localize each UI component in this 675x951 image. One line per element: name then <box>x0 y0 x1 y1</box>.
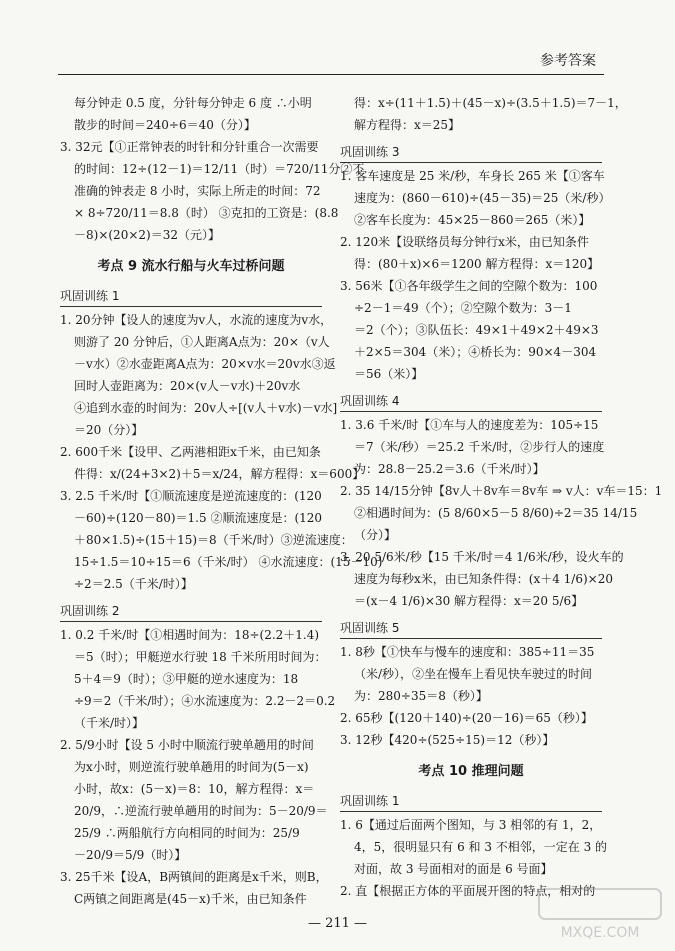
text-line: 20/9，∴逆流行驶单趟用的时间为：5－20/9＝ <box>74 804 328 818</box>
text-line: 3. 12秒【420÷(525÷15)＝12（秒）】 <box>340 733 555 747</box>
text-line: ÷2－1＝49（个）；②空隙个数为：3－1 <box>354 301 572 315</box>
watermark-logo <box>535 885 665 943</box>
text-line: ＝7（米/秒）＝25.2 千米/时，②步行人的速度 <box>354 440 605 454</box>
answer-intro <box>60 92 322 136</box>
header-label: 参考答案 <box>540 53 596 69</box>
answer-item <box>340 814 608 880</box>
answer-continuation <box>340 92 627 136</box>
section-heading: 考点 10 推理问题 <box>418 764 524 779</box>
text-line: 3. 20 5/6米/秒【15 千米/时＝4 1/6米/秒，设火车的 <box>340 550 624 564</box>
subsection-heading: 巩固训练 1 <box>60 286 322 307</box>
text-line: ②客车长度为：45×25－860＝265（米）】 <box>354 213 591 227</box>
text-line: ④追到水壶的时间为：20v人÷[(v人＋v水)－v水] <box>74 401 338 415</box>
text-line: 2. 5/9小时【设 5 小时中顺流行驶单趟用的时间 <box>60 738 314 752</box>
text-line: 为：28.8－25.2＝3.6（千米/时）】 <box>354 462 545 476</box>
answer-item <box>60 734 328 866</box>
text-line: ＝(x－4 1/6)×30 解方程得：x＝20 5/6】 <box>354 594 584 608</box>
text-line: 2. 120米【设联络员每分钟行x米，由已知条件 <box>340 235 589 249</box>
text-line: 2. 35 14/15分钟【8v人＋8v车＝8v车 ⇒ v人：v车＝15：1 <box>340 484 663 498</box>
subsection-heading: 巩固训练 5 <box>340 618 602 639</box>
answer-item <box>340 546 624 612</box>
text-line: （分）】 <box>354 528 397 542</box>
subsection-heading: 巩固训练 4 <box>340 391 602 412</box>
answer-item <box>340 707 602 729</box>
text-line: 每分钟走 0.5 度，分针每分钟走 6 度 ∴小明 <box>74 96 312 110</box>
text-line: 5＋4＝9（时）；③甲艇的逆水速度为：18 <box>74 672 299 686</box>
right-column <box>340 92 663 902</box>
text-line: 1. 20分钟【设人的速度为v人，水流的速度为v水， <box>60 313 333 327</box>
text-line: 1. 8秒【①快车与慢车的速度和：385÷11＝35 <box>340 645 595 659</box>
text-line: 2. 65秒【(120＋140)÷(20－16)＝65（秒）】 <box>340 711 593 725</box>
text-line: 3. 25千米【设A，B两镇间的距离是x千米，则B， <box>60 870 328 884</box>
text-line: ÷9＝2（千米/时）；④水流速度为：2.2－2＝0.2 <box>74 694 336 708</box>
text-line: 的时间：12÷(12－1)＝12/11（时）＝720/11分②不 <box>74 162 365 176</box>
subsection-heading: 巩固训练 2 <box>60 601 322 622</box>
text-line: 3. 56米【①各年级学生之间的空隙个数为：100 <box>340 279 598 293</box>
answer-item <box>340 165 611 231</box>
answer-item <box>60 624 336 734</box>
text-line: －8)×(20×2)＝32（元）】 <box>74 228 220 242</box>
answer-item <box>340 729 602 751</box>
text-line: × 8÷720/11＝8.8（时） ③克扣的工资是：(8.8 <box>74 206 339 220</box>
answer-item-3 <box>60 136 365 246</box>
text-line: 散步的时间＝240÷6＝40（分）】 <box>74 118 256 132</box>
text-line: 小时，故x：(5－x)＝8：10，解方程得：x＝ <box>74 782 315 796</box>
text-line: 速度为：(860－610)÷(45－35)＝25（米/秒） <box>354 191 611 205</box>
answer-item <box>60 866 328 910</box>
text-line: 15÷1.5＝10÷15＝6（千米/时） ④水流速度：(15－10) <box>74 555 383 569</box>
text-line: 1. 3.6 千米/时【①车与人的速度差为：105÷15 <box>340 418 599 432</box>
answer-item <box>60 485 383 595</box>
text-line: 为：280÷35＝8（秒）】 <box>354 689 488 703</box>
text-line: 3. 2.5 千米/时【①顺流速度是逆流速度的：(120 <box>60 489 322 503</box>
text-line: ＝20（分）】 <box>74 423 144 437</box>
text-line: ＝2（个）；③队伍长：49×1＋49×2＋49×3 <box>354 323 599 337</box>
page-number: — 211 — <box>307 916 368 931</box>
subsection-heading: 巩固训练 3 <box>340 142 602 163</box>
answer-item <box>60 309 338 441</box>
text-line: －v水）②水壶距离A点为：20×v水＝20v水③返 <box>74 357 336 371</box>
subsection-heading: 巩固训练 1 <box>340 791 602 812</box>
text-line: 解方程得：x＝25】 <box>354 118 461 132</box>
text-line: －60)÷(120－80)＝1.5 ②顺流速度是：(120 <box>74 511 323 525</box>
text-line: （千米/时）】 <box>74 716 145 730</box>
header-rule <box>58 74 604 75</box>
text-line: 件得：x/(24+3×2)＋5＝x/24，解方程得：x＝600】 <box>74 467 365 481</box>
text-line: 1. 6【通过后面两个图知，与 3 相邻的有 1，2， <box>340 818 602 832</box>
text-line: 2. 600千米【设甲、乙两港相距x千米，由已知条 <box>60 445 321 459</box>
text-line: ＝56（米）】 <box>354 367 424 381</box>
answer-item <box>60 441 365 485</box>
text-line: 为x小时，则逆流行驶单趟用的时间为(5－x) <box>74 760 309 774</box>
text-line: 1. 客车速度是 25 米/秒，车身长 265 米【①客车 <box>340 169 605 183</box>
section-heading: 考点 9 流水行船与火车过桥问题 <box>97 259 285 274</box>
text-line: 准确的钟表走 8 小时，实际上所走的时间：72 <box>74 184 321 198</box>
text-line: －20/9＝5/9（时）】 <box>74 848 187 862</box>
answer-item <box>340 231 602 275</box>
text-line: 对面，故 3 号面相对的面是 6 号面】 <box>354 862 553 876</box>
text-line: ÷2＝2.5（千米/时）】 <box>74 577 193 591</box>
answer-item <box>340 414 605 480</box>
text-line: 得：(80＋x)×6＝1200 解方程得：x＝120】 <box>354 257 600 271</box>
text-line: 回时人壶距离为：20×(v人－v水)＋20v水 <box>74 379 301 393</box>
answer-item <box>340 641 602 707</box>
watermark-text: MXQE.COM <box>560 925 640 941</box>
text-line: 得：x÷(11＋1.5)＋(45－x)÷(3.5＋1.5)＝7－1， <box>354 96 627 110</box>
text-line: ＝5（时）；甲艇逆水行驶 18 千米所用时间为： <box>74 650 327 664</box>
text-line: ②相遇时间为：(5 8/60×5－5 8/60)÷2＝35 14/15 <box>354 506 638 520</box>
text-line: ＋80×1.5)÷(15＋15)＝8（千米/时）③逆流速度： <box>74 533 353 547</box>
text-line: 速度为每秒x米，由已知条件得：(x＋4 1/6)×20 <box>354 572 613 586</box>
text-line: 2. 直【根据正方体的平面展开图的特点，相对的 <box>340 884 596 898</box>
text-line: ＋2×5＝304（米）；④桥长为：90×4－304 <box>354 345 597 359</box>
text-line: 则游了 20 分钟后，①人距离A点为：20×（v人 <box>74 335 330 349</box>
text-line: 3. 32元【①正常钟表的时针和分针重合一次需要 <box>60 140 319 154</box>
text-line: 4，5，很明显只有 6 和 3 不相邻，一定在 3 的 <box>354 840 608 854</box>
answer-item <box>340 480 663 546</box>
answer-item <box>340 275 602 385</box>
text-line: 1. 0.2 千米/时【①相遇时间为：18÷(2.2＋1.4) <box>60 628 320 642</box>
text-line: C两镇之间距离是(45－x)千米，由已知条件 <box>74 892 307 906</box>
text-line: 25/9 ∴两船航行方向相同的时间为：25/9 <box>74 826 300 840</box>
text-line: （米/秒），②坐在慢车上看见快车驶过的时间 <box>354 667 593 681</box>
